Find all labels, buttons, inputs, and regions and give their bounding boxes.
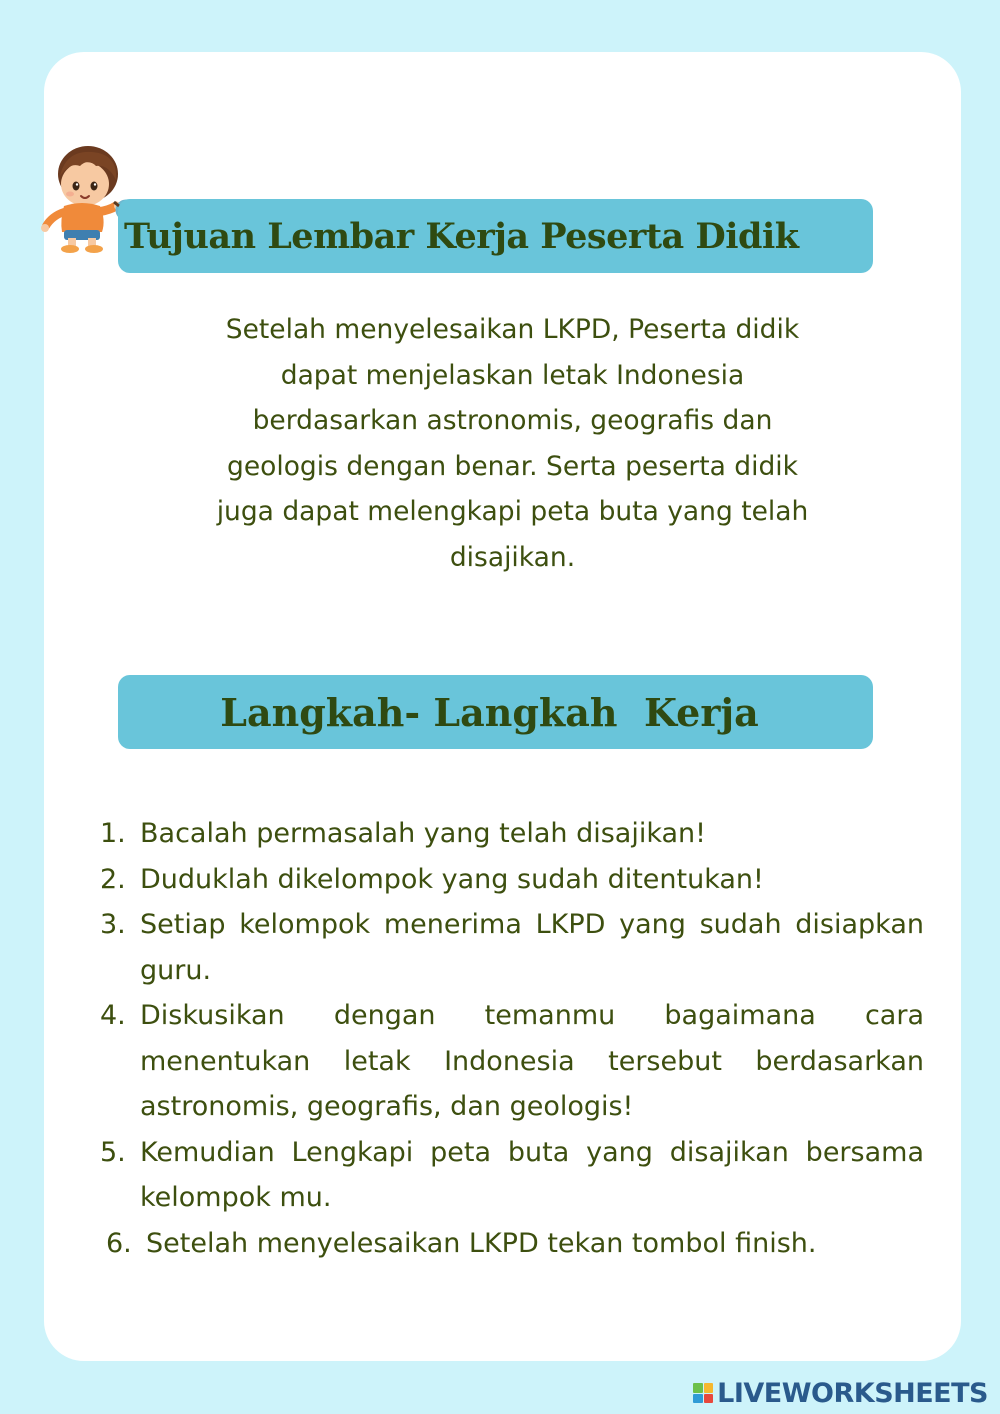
step-text: Diskusikan dengan temanmu bagaimana cara menentukan letak Indonesia tersebut berdasarkan astronomis, geografis, dan geologis! (140, 1000, 924, 1122)
step-number: 2. (100, 863, 126, 895)
step-text: Setiap kelompok menerima LKPD yang sudah disiapkan guru. (140, 909, 924, 986)
brand-name: LIVEWORKSHEETS (717, 1377, 988, 1409)
step-number: 5. (100, 1136, 126, 1168)
paragraph-line: berdasarkan astronomis, geografis dan (252, 405, 773, 436)
section-title-objectives: Tujuan Lembar Kerja Peserta Didik (124, 215, 799, 257)
paragraph-line: geologis dengan benar. Serta peserta didik (227, 450, 798, 482)
paragraph-line: juga dapat melengkapi peta buta yang telah (216, 496, 809, 527)
list-item (100, 1221, 924, 1267)
paragraph-line: Setelah menyelesaikan LKPD, Peserta didik (225, 314, 800, 345)
list-item (100, 1130, 924, 1221)
step-number: 3. (100, 909, 126, 940)
step-text: Setelah menyelesaikan LKPD tekan tombol finish. (146, 1227, 817, 1259)
steps-list (100, 811, 924, 1266)
step-text: Bacalah permasalah yang telah disajikan! (140, 818, 706, 849)
liveworksheets-logo-icon (693, 1383, 713, 1403)
step-text: Kemudian Lengkapi peta buta yang disajikan bersama kelompok mu. (140, 1136, 924, 1213)
list-item (100, 811, 924, 857)
paragraph-line: dapat menjelaskan letak Indonesia (280, 359, 745, 391)
step-number: 6. (106, 1227, 132, 1259)
list-item (100, 857, 924, 903)
step-text: Duduklah dikelompok yang sudah ditentukan! (140, 863, 764, 895)
objectives-paragraph (140, 307, 885, 580)
section-title-steps: Langkah- Langkah Kerja (220, 689, 759, 735)
paragraph-line: disajikan. (449, 541, 576, 573)
kid-with-magnifier-illustration (30, 140, 130, 255)
section-title-banner-objectives (118, 199, 873, 273)
list-item (100, 902, 924, 993)
list-item (100, 993, 924, 1130)
section-title-banner-steps (118, 675, 873, 749)
liveworksheets-footer[interactable] (693, 1376, 988, 1410)
step-number: 4. (100, 1000, 126, 1031)
step-number: 1. (100, 818, 126, 849)
